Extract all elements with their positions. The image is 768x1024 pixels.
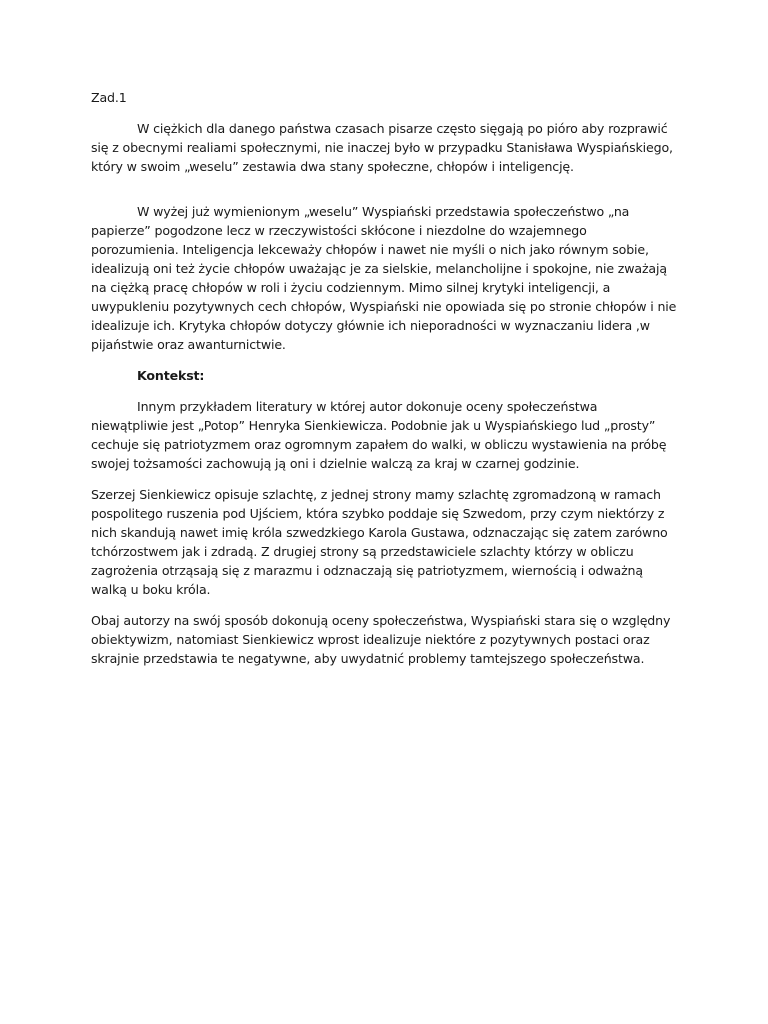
context-heading: Kontekst: bbox=[137, 368, 205, 383]
paragraph-intro: W ciężkich dla danego państwa czasach pisarze często sięgają po pióro aby rozprawić się z obecnymi realiami społecznymi, nie inaczej było w przypadku Stanisława Wyspiańskiego, który w swoim „weselu” zestawia dwa stany społeczne, chłopów i inteligencję. bbox=[91, 121, 673, 174]
document-body bbox=[91, 88, 677, 680]
paragraph-szlachta: Szerzej Sienkiewicz opisuje szlachtę, z jednej strony mamy szlachtę zgromadzoną w ramach pospolitego ruszenia pod Ujściem, która szybko poddaje się Szwedom, przy czym niektórzy z nich skandują nawet imię króla szwedzkiego Karola Gustawa, odznaczając się zatem zarówno tchórzostwem jak i zdradą. Z drugiej strony są przedstawiciele szlachty którzy w obliczu zagrożenia otrząsają się z marazmu i odznaczają się patriotyzmem, wiernością i odważną walką u boku króla. bbox=[91, 487, 668, 597]
paragraph-potop: Innym przykładem literatury w której autor dokonuje oceny społeczeństwa niewątpliwie jest „Potop” Henryka Sienkiewicza. Podobnie jak u Wyspiańskiego lud „prosty” cechuje się patriotyzmem oraz ogromnym zapałem do walki, w obliczu wystawienia na próbę swojej tożsamości zachowują ją oni i dzielnie walczą za kraj w czarnej godzinie. bbox=[91, 399, 667, 471]
assignment-heading: Zad.1 bbox=[91, 90, 127, 105]
paragraph-wesele: W wyżej już wymienionym „weselu” Wyspiański przedstawia społeczeństwo „na papierze” pogodzone lecz w rzeczywistości skłócone i niezdolne do wzajemnego porozumienia. Inteligencja lekceważy chłopów i nawet nie myśli o nich jako równym sobie, idealizują oni też życie chłopów uważając je za sielskie, melancholijne i spokojne, nie zważają na ciężką pracę chłopów w roli i życiu codziennym. Mimo silnej krytyki inteligencji, a uwypukleniu pozytywnych cech chłopów, Wyspiański nie opowiada się po stronie chłopów i nie idealizuje ich. Krytyka chłopów dotyczy głównie ich nieporadności w wyznaczaniu lidera ,w pijaństwie oraz awanturnictwie. bbox=[91, 204, 677, 352]
paragraph-conclusion: Obaj autorzy na swój sposób dokonują oceny społeczeństwa, Wyspiański stara się o względny obiektywizm, natomiast Sienkiewicz wprost idealizuje niektóre z pozytywnych postaci oraz skrajnie przedstawia te negatywne, aby uwydatnić problemy tamtejszego społeczeństwa. bbox=[91, 613, 671, 666]
